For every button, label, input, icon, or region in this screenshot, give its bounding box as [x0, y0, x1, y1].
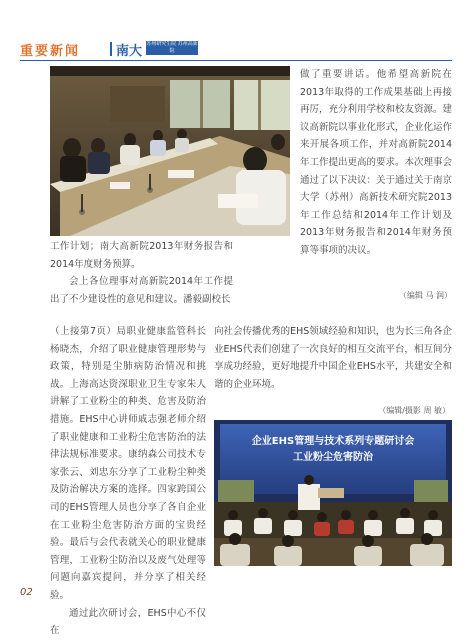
banner-subtitle: 工业粉尘危害防治 — [293, 452, 373, 463]
top-caption-text: 工作计划；南大高新院2013年财务报告和2014年度财务预算。 — [50, 241, 233, 270]
header-rule — [20, 60, 452, 61]
meeting-photo — [50, 66, 290, 236]
banner-title: 企业EHS管理与技术系列专题研讨会 — [251, 436, 415, 447]
bottom-editor-credit: （编辑/摄影 周 敏） — [378, 406, 450, 415]
bottom-right-text: 向社会传播优秀的EHS领域经验和知识，也为长三角各企业EHS代表们创建了一次良好的相互交流平台，相互间分享成功经验，更好地提升中国企业EHS水平，共建安全和谐的企业环境。 — [214, 326, 452, 390]
bottom-left-paragraph-2: 通过此次研讨会，EHS中心不仅在 — [50, 607, 206, 637]
top-left-paragraph: 会上各位理事对高新院2014年工作提出了不少建设性的意见和建议。潘毅副校长 — [50, 276, 233, 305]
top-left-text — [50, 238, 233, 308]
seminar-photo — [214, 420, 452, 566]
brand-badge: 苏州研究生院 苏州高新院 — [146, 41, 198, 54]
section-title: 重要新闻 — [20, 44, 81, 59]
bottom-left-text — [50, 323, 206, 640]
bottom-left-paragraph: （上接第7页）局职业健康监管科长杨晓杰，介绍了职业健康管理形势与政策，特别是尘肺病防治情况和挑战。上海高达资深职业卫生专家朱人讲解了工业粉尘的种类、危害及防治措施。EHS中心讲师戚志强老师介绍了职业健康和工业粉尘危害防治的法律法规标准要求。康纳森公司技术专家张云、刘忠东分享了工业粉尘种类及防治解决方案的选择。四家跨国公司的EHS管理人员也分享了各自企业在工业粉尘危害防治方面的宝贵经验。最后与会代表就关心的职业健康管理，工业粉尘防治以及废气处理等问题向嘉宾提问，并分享了相关经验。 — [50, 326, 206, 601]
top-right-text: 做了重要讲话。他希望高新院在2013年取得的工作成果基础上再接再厉，充分利用学校和校友资源。建议高新院以事业化形式，企业化运作来开展各项工作，并对高新院2014年工作提出更高的要求。本次理事会通过了以下决议：关于通过关于南京大学（苏州）高新技术研究院2013年工作总结和2014年工作计划及2013年财务报告和2014年财务预算等事项的决议。 — [300, 69, 453, 256]
brand-name: 南大 — [116, 44, 143, 59]
page-number: 02 — [20, 587, 33, 598]
header-separator — [110, 42, 112, 56]
top-editor-credit: （编辑 马 润） — [398, 291, 452, 300]
